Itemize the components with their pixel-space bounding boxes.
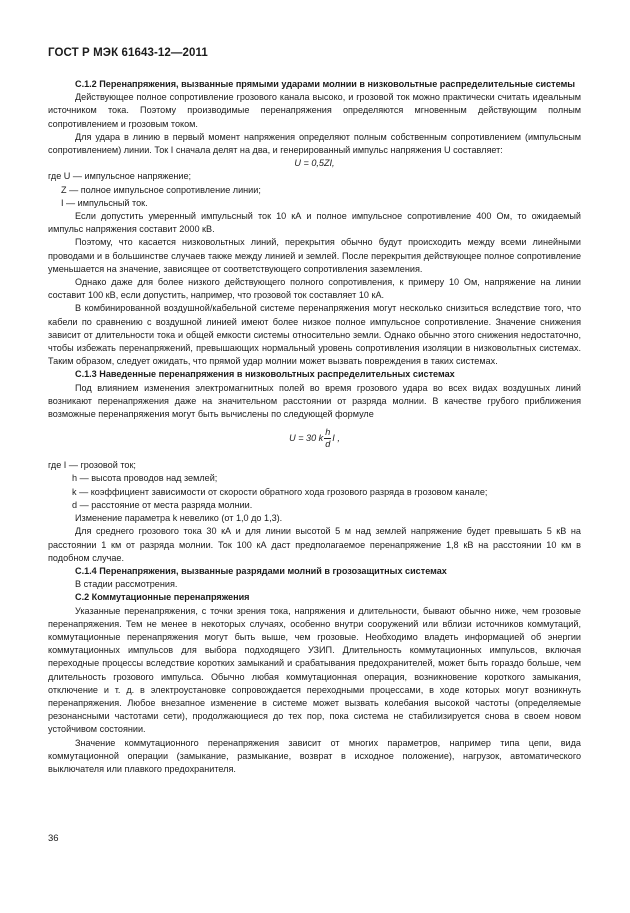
formula-left: U = 30 k — [289, 432, 324, 443]
paragraph: В стадии рассмотрения. — [75, 579, 178, 590]
page-number: 36 — [48, 833, 59, 844]
paragraph: Под влиянием изменения электромагнитных полей во время грозового удара во всех видах воздушных линий возникают перенапряжения даже на значительном расстоянии от разряда молнии. В качестве грубого приближения возможные перенапряжения могут быть вычислены по следующей формуле — [48, 382, 581, 420]
formula-induced-voltage — [48, 423, 581, 453]
definition-d: d — расстояние от места разряда молнии. — [72, 499, 253, 510]
fraction-denominator: d — [325, 438, 331, 449]
paragraph: Изменение параметра k невелико (от 1,0 до 1,3). — [75, 513, 283, 524]
section-heading-c2: С.2 Коммутационные перенапряжения — [75, 592, 250, 603]
paragraph: Если допустить умеренный импульсный ток 10 кА и полное импульсное сопротивление 400 Ом, то ожидаемый импульс напряжения составит 2000 кВ. — [48, 211, 581, 235]
paragraph: Для среднего грозового тока 30 кА и для линии высотой 5 м над землей напряжение будет превышать 5 кВ на расстоянии 1 км от разряда молнии. Ток 100 кА даст предполагаемое перенапряжение 1,8 кВ на расстоянии 10 км в подобном случае. — [48, 526, 581, 563]
paragraph: Значение коммутационного перенапряжения зависит от многих параметров, например типа цепи, вида коммутационной операции (замыкание, размыкание, возврат в исходное положение), нагрузок, автоматического выключателя или плавкого предохранителя. — [48, 737, 581, 774]
paragraph: В комбинированной воздушной/кабельной системе перенапряжения могут несколько снизиться вследствие того, что кабели по сравнению с воздушной линией имеют более низкое полное импульсное сопротивление. Значение снижения зависит от длительности тока и общей емкости системы относительно земли. Однако обычно этого снижения недостаточно, чтобы избежать перенапряжений, превышающих нормальный уровень сопротивления изоляции в низковольтных системах. Таким образом, следует ожидать, что прямой удар молнии может вызвать повреждения в таких системах. — [48, 303, 581, 367]
definition-h: h — высота проводов над землей; — [72, 473, 218, 484]
document-header: ГОСТ Р МЭК 61643-12—2011 — [48, 47, 208, 59]
formula-voltage: U = 0,5ZI, — [294, 158, 335, 169]
fraction — [324, 427, 331, 450]
definition-k: k — коэффициент зависимости от скорости обратного хода грозового разряда в грозовом канале; — [72, 486, 488, 497]
paragraph: Действующее полное сопротивление грозового канала высоко, и грозовой ток можно практически считать идеальным источником тока. Поэтому производимые перенапряжения определяются мгновенным действующим полным сопротивлением и грозовым током. — [48, 92, 581, 129]
section-heading-c14: С.1.4 Перенапряжения, вызванные разрядами молний в грозозащитных системах — [75, 565, 447, 576]
paragraph: Указанные перенапряжения, с точки зрения тока, напряжения и длительности, бывают обычно ниже, чем грозовые перенапряжения. Тем не менее в некоторых случаях, особенно внутри сооружений или вблизи источников коммутаций, коммутационные перенапряжения могут быть выше, чем грозовые. Необходимо владеть информацией об энергии коммутационных импульсов для выбора подходящего УЗИП. Длительность коммутационных импульсов, включая переходные процессы вследствие коротких замыканий и срабатывания предохранителей, может быть гораздо больше, чем длительность грозового импульса. Обычно любая коммутационная операция, возникновение короткого замыкания, отключение и т. д. в электроустановке сопровождается переходными процессами, в ходе которых могут возникнуть перенапряжения. Любое внезапное изменение в системе может вызвать колебания высокой частоты (определяемые резонансными частотами сети), продолжающиеся до тех пор, пока система не стабилизируется снова в своем новом устойчивом состоянии. — [48, 605, 581, 735]
definition-z: Z — полное импульсное сопротивление линии; — [61, 184, 261, 195]
paragraph: Однако даже для более низкого действующего полного сопротивления, к примеру 10 Ом, напряжение на линии составит 100 кВ, если допустить, например, что грозовой ток составляет 10 кА. — [48, 277, 581, 301]
definition-i: где I — грозовой ток; — [48, 460, 136, 471]
paragraph: Для удара в линию в первый момент напряжения определяют полным собственным сопротивлением (импульсным сопротивлением) линии. Ток I сначала делят на два, и генерированный импульс напряжения U составляет: — [48, 131, 581, 156]
definition-i: I — импульсный ток. — [61, 197, 148, 208]
section-heading-c12: С.1.2 Перенапряжения, вызванные прямыми ударами молнии в низковольтные распределительные системы — [75, 79, 576, 89]
formula-right: I , — [332, 432, 340, 443]
document-body — [48, 78, 581, 776]
section-heading-c13: С.1.3 Наведенные перенапряжения в низковольтных распределительных системах — [75, 369, 455, 380]
fraction-numerator: h — [325, 426, 331, 437]
paragraph: Поэтому, что касается низковольтных линий, перекрытия обычно будут происходить между всеми линейными проводами и в большинстве случаев также между линией и землей. После перекрытия действующее полное сопротивление уменьшается на значение, зависящее от соответствующего сопротивления заземления. — [48, 237, 581, 274]
definition-u: где U — импульсное напряжение; — [48, 171, 192, 182]
